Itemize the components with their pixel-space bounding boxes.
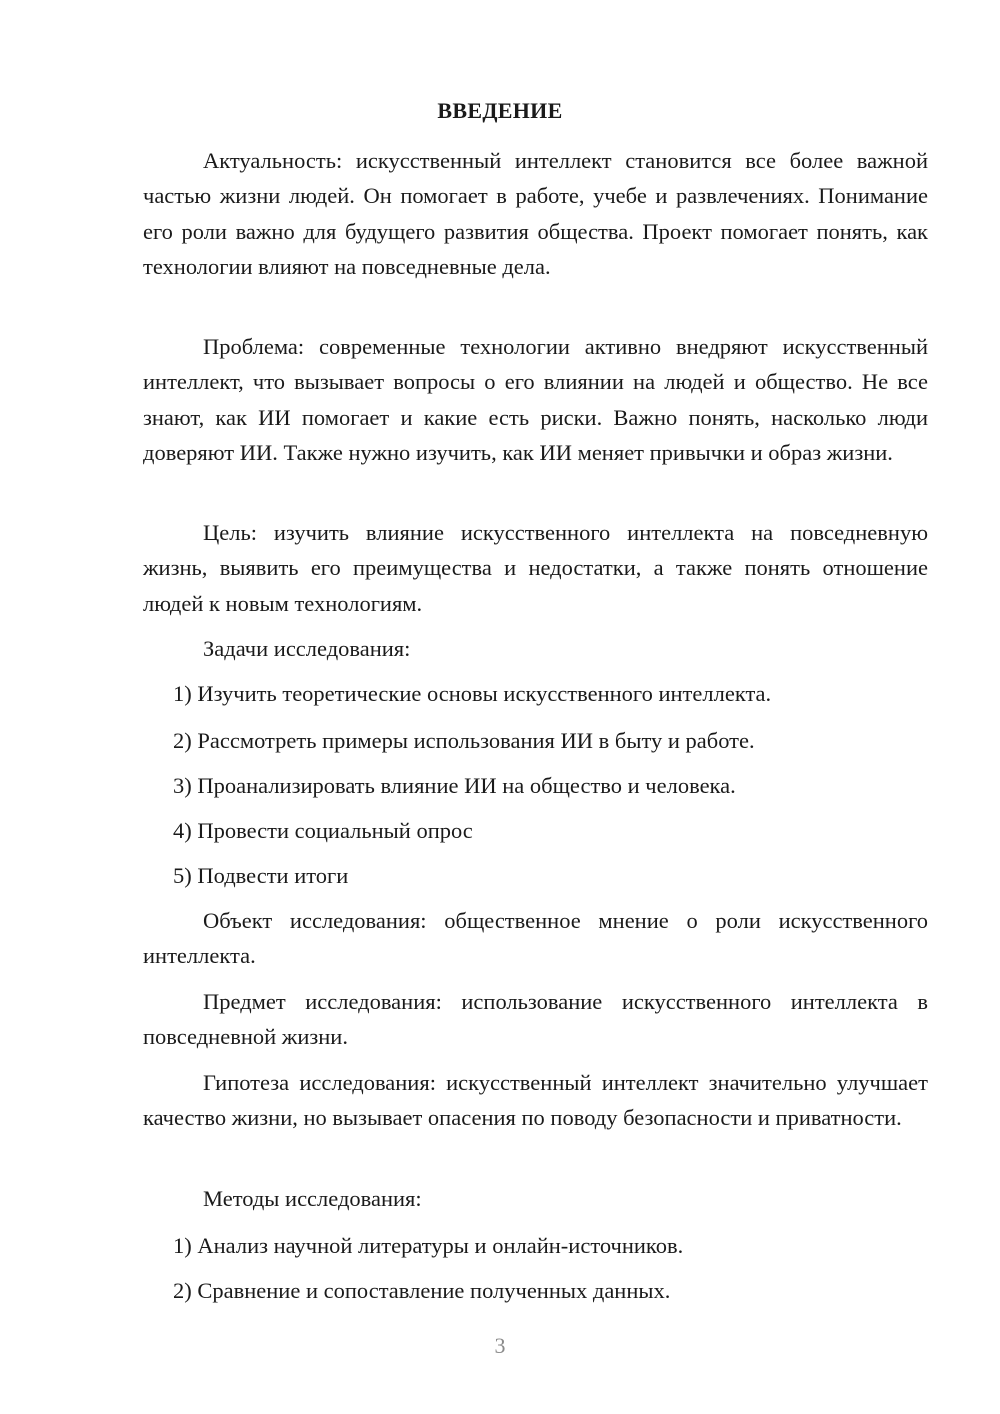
paragraph-object: Объект исследования: общественное мнение о роли искусственного интеллекта. xyxy=(143,908,928,969)
paragraph-problem: Проблема: современные технологии активно внедряют искусственный интеллект, что вызывает вопросы о его влиянии на людей и общество. Не все знают, как ИИ помогает и какие есть риски. Важно понять, насколько люди доверяют ИИ. Также нужно изучить, как ИИ меняет привычки и образ жизни. xyxy=(143,334,928,466)
list-item-method-1: 1) Анализ научной литературы и онлайн-источников. xyxy=(173,1233,684,1258)
list-item-task-4: 4) Провести социальный опрос xyxy=(173,818,473,843)
list-item-task-5: 5) Подвести итоги xyxy=(173,863,349,888)
list-item-method-2: 2) Сравнение и сопоставление полученных данных. xyxy=(173,1278,671,1303)
list-item-task-1: 1) Изучить теоретические основы искусственного интеллекта. xyxy=(173,681,772,706)
tasks-title: Задачи исследования: xyxy=(203,636,411,661)
page-number: 3 xyxy=(494,1333,506,1358)
paragraph-relevance: Актуальность: искусственный интеллект становится все более важной частью жизни людей. Он помогает в работе, учебе и развлечениях. Понимание его роли важно для будущего развития общества. Проект помогает понять, как технологии влияют на повседневные дела. xyxy=(143,148,928,280)
paragraph-hypothesis: Гипотеза исследования: искусственный интеллект значительно улучшает качество жизни, но вызывает опасения по поводу безопасности и приватности. xyxy=(143,1070,928,1131)
paragraph-subject: Предмет исследования: использование искусственного интеллекта в повседневной жизни. xyxy=(143,989,928,1050)
list-item-task-2: 2) Рассмотреть примеры использования ИИ в быту и работе. xyxy=(173,728,755,753)
page-title: ВВЕДЕНИЕ xyxy=(437,98,563,123)
paragraph-goal: Цель: изучить влияние искусственного интеллекта на повседневную жизнь, выявить его преимущества и недостатки, а также понять отношение людей к новым технологиям. xyxy=(143,520,928,616)
list-item-task-3: 3) Проанализировать влияние ИИ на общество и человека. xyxy=(173,773,736,798)
methods-title: Методы исследования: xyxy=(203,1186,422,1211)
